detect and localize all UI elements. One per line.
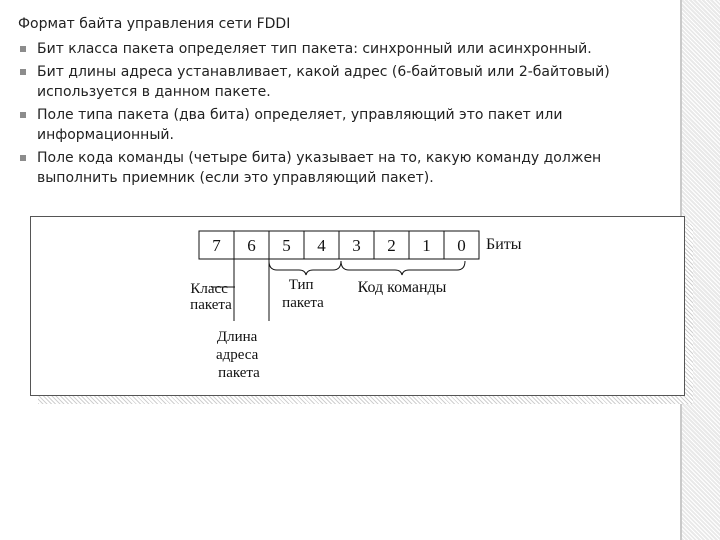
bullet-list [18, 39, 663, 191]
control-byte-diagram [31, 217, 686, 397]
class-label [190, 281, 232, 313]
bullet-line: Бит класса пакета определяет тип пакета: синхронный или асинхронный. [37, 41, 592, 57]
bullet-marker [20, 69, 26, 75]
command-label: Код команды [357, 279, 447, 296]
bullet-line: Бит длины адреса устанавливает, какой адрес (6-байтовый или 2-байтовый) [37, 64, 610, 80]
bit-number-5: 5 [282, 236, 291, 255]
slide-heading: Формат байта управления сети FDDI [18, 16, 291, 32]
bit-number-2: 2 [387, 236, 396, 255]
bullet-line: Поле кода команды (четыре бита) указывает на то, какую команду должен [37, 150, 602, 166]
type-label-line: Тип [288, 277, 314, 293]
bullet-line: используется в данном пакете. [37, 84, 271, 100]
bit-cells [199, 231, 479, 259]
bit-number-6: 6 [247, 236, 256, 255]
type-field-brace [269, 261, 341, 275]
bullet-line: информационный. [37, 127, 174, 143]
bit-number-3: 3 [352, 236, 361, 255]
bullet-marker [20, 46, 26, 52]
bit-number-7: 7 [212, 236, 221, 255]
length-label-line: Длина [216, 329, 258, 345]
bullet-line: выполнить приемник (если это управляющий пакет). [37, 170, 434, 186]
length-label-line: пакета [218, 365, 260, 381]
bullet-line: Поле типа пакета (два бита) определяет, управляющий это пакет или [37, 107, 563, 123]
class-label-line: Класс [190, 281, 228, 297]
type-label [282, 277, 324, 311]
type-label-line: пакета [282, 295, 324, 311]
class-label-line: пакета [190, 297, 232, 313]
bullet-marker [20, 112, 26, 118]
bullet-command-code-field [18, 148, 663, 188]
bullet-address-length-bit [18, 62, 663, 102]
length-label [216, 329, 262, 381]
bit-number-0: 0 [457, 236, 466, 255]
length-label-line: адреса [215, 347, 259, 363]
bit-number-4: 4 [317, 236, 326, 255]
bit-number-1: 1 [422, 236, 431, 255]
bullet-packet-type-field [18, 105, 663, 145]
bullet-marker [20, 155, 26, 161]
control-byte-figure [30, 216, 685, 396]
bullet-class-bit [18, 39, 663, 59]
command-field-brace [341, 261, 465, 275]
bits-caption: Биты [486, 236, 522, 253]
